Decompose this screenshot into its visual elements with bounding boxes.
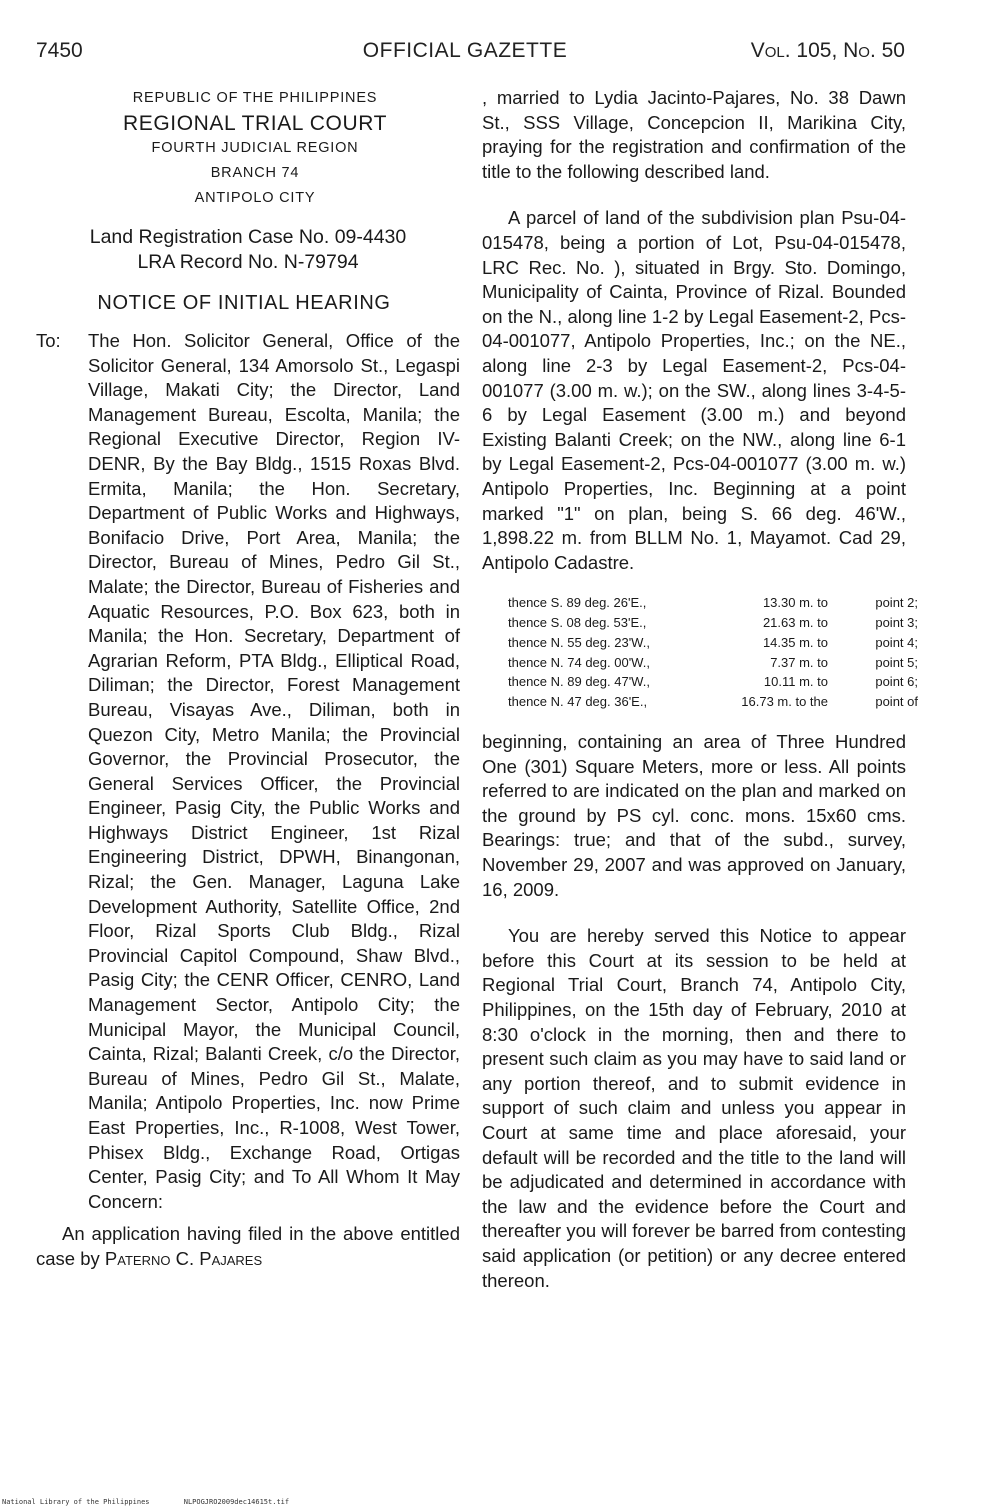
boundary-point: point 2; [875, 595, 918, 611]
page-number: 7450 [36, 39, 83, 62]
boundary-row [508, 613, 918, 633]
court-city: ANTIPOLO CITY [194, 190, 316, 206]
publication-title: OFFICIAL GAZETTE [362, 39, 568, 62]
scan-filename: NLPOGJRO2009dec14615t.tif [183, 1498, 290, 1506]
boundary-direction: thence N. 89 deg. 47'W., [508, 674, 650, 690]
boundary-distance: 10.11 m. to [763, 674, 828, 690]
boundary-point: point 5; [875, 654, 918, 670]
hearing-notice-paragraph: You are hereby served this Notice to appear before this Court at its session to be held at Regional Trial Court, Branch 74, Antipolo City, Philippines, on the 15th day of February, 2010 at 8:30 o'clock in the morning, then and there to present such claim as you may have to said land or any portion thereof, and to submit evidence in support of such claim and unless you appear in Court at same time and place aforesaid, your default will be recorded and the title to the land will be adjudicated and determined in accordance with the law and the evidence before the Court and thereafter you will forever be barred from contesting said application (or petition) or any decree entered thereon. [482, 925, 906, 1291]
boundary-direction: thence S. 89 deg. 26'E., [508, 595, 647, 611]
boundary-row [508, 692, 918, 712]
application-paragraph [36, 1222, 460, 1271]
applicant-name: Paterno C. Pajares [104, 1247, 263, 1269]
boundary-row [508, 633, 918, 653]
volume-number: Vol. 105, No. 50 [750, 39, 905, 62]
court-region: FOURTH JUDICIAL REGION [151, 140, 359, 156]
boundary-row [508, 672, 918, 692]
application-text-before: An application having filed in the above entitled case by [36, 1223, 460, 1269]
court-branch: BRANCH 74 [210, 165, 300, 181]
case-heading [36, 225, 460, 275]
library-credit: National Library of the Philippines [2, 1498, 150, 1506]
application-continued: , married to Lydia Jacinto-Pajares, No. 38 Dawn St., SSS Village, Concepcion II, Marikina City, praying for the registration and confirmation of the title to the following described land. [482, 87, 906, 182]
lra-record-number: LRA Record No. N-79794 [137, 251, 359, 273]
boundary-point: point of [875, 694, 918, 710]
boundary-direction: thence N. 55 deg. 23'W., [508, 634, 650, 650]
scan-footer [2, 1498, 319, 1506]
boundary-distance: 13.30 m. to [762, 595, 828, 611]
boundary-point: point 3; [875, 615, 918, 631]
land-area-paragraph: beginning, containing an area of Three Hundred One (301) Square Meters, more or less. All points referred to are indicated on the plan and marked on the ground by PS cyl. conc. mons. 15x60 cms. Bearings: true; and that of the subd., survey, November 29, 2007 and was approved on January, 16, 2009. [482, 731, 906, 900]
left-column [36, 86, 460, 1272]
court-name: REGIONAL TRIAL COURT [122, 112, 388, 135]
boundary-point: point 6; [875, 674, 918, 690]
boundary-distance: 14.35 m. to [762, 634, 828, 650]
notice-title: NOTICE OF INITIAL HEARING [97, 292, 391, 314]
court-republic: REPUBLIC OF THE PHILIPPINES [132, 90, 378, 106]
boundary-table [508, 593, 918, 712]
boundary-direction: thence N. 47 deg. 36'E., [508, 694, 648, 710]
boundary-distance: 16.73 m. to the [741, 694, 828, 710]
right-column [482, 86, 918, 1293]
addressees-block [36, 329, 460, 1214]
boundary-distance: 7.37 m. to [770, 654, 828, 670]
boundary-direction: thence N. 74 deg. 00'W., [508, 654, 650, 670]
boundary-distance: 21.63 m. to [762, 615, 828, 631]
court-heading [50, 86, 460, 211]
case-number: Land Registration Case No. 09-4430 [89, 226, 407, 248]
land-description: A parcel of land of the subdivision plan Psu-04-015478, being a portion of Lot, Psu-04-015478, LRC Rec. No. ), situated in Brgy. Sto. Domingo, Municipality of Cainta, Province of Rizal. Bounded on the N., along line 1-2 by Legal Easement-2, Pcs-04-001077, Antipolo Properties, Inc.; on the NE., along line 2-3 by Legal Easement-2, Pcs-04-001077 (3.00 m. w.); on the SW., along lines 3-4-5-6 by Legal Easement (3.00 m.) and beyond Existing Balanti Creek; on the NW., along line 6-1 by Legal Easement-2, Pcs-04-001077 (3.00 m. w.) Antipolo Properties, Inc. Beginning at a point marked "1" on plan, being S. 66 deg. 46'W., 1,898.22 m. from BLLM No. 1, Mayamot. Cad 29, Antipolo Cadastre. [482, 207, 906, 573]
boundary-row [508, 653, 918, 673]
boundary-point: point 4; [875, 634, 918, 650]
addressees-text: The Hon. Solicitor General, Office of the Solicitor General, 134 Amorsolo St., Legaspi Village, Makati City; the Director, Land Management Bureau, Escolta, Manila; the Regional Executive Director, Region IV-DENR, By the Bay Bldg., 1515 Roxas Blvd. Ermita, Manila; the Hon. Secretary, Department of Public Works and Highways, Bonifacio Drive, Port Area, Manila; the Director, Bureau of Mines, Pedro Gil St., Malate; the Director, Bureau of Fisheries and Aquatic Resources, P.O. Box 623, both in Manila; the Hon. Secretary, Department of Agrarian Reform, PTA Bldg., Elliptical Road, Diliman; the Director, Forest Management Bureau, Visayas Ave., Diliman, both in Quezon City, Metro Manila; the Provincial Governor, the Provincial Prosecutor, the General Services Officer, the Provincial Engineer, Pasig City, the Public Works and Highways District Engineer, 1st Rizal Engineering District, DPWH, Binangonan, Rizal; the Gen. Manager, Laguna Lake Development Authority, Satellite Office, 2nd Floor, Rizal Sports Club Bldg., Rizal Provincial Capitol Compound, Shaw Blvd., Pasig City; the CENR Officer, CENRO, Land Management Sector, Antipolo City; the Municipal Mayor, the Municipal Council, Cainta, Rizal; Balanti Creek, c/o the Director, Bureau of Mines, Pedro Gil St., Malate, Manila; Antipolo Properties, Inc. now Prime East Properties, Inc., R-1008, West Tower, Phisex Bldg., Exchange Road, Ortigas Center, Pasig City; and To All Whom It May Concern: [88, 330, 460, 1212]
addressees-label: To: [36, 330, 61, 351]
boundary-row [508, 593, 918, 613]
boundary-direction: thence S. 08 deg. 53'E., [508, 615, 647, 631]
